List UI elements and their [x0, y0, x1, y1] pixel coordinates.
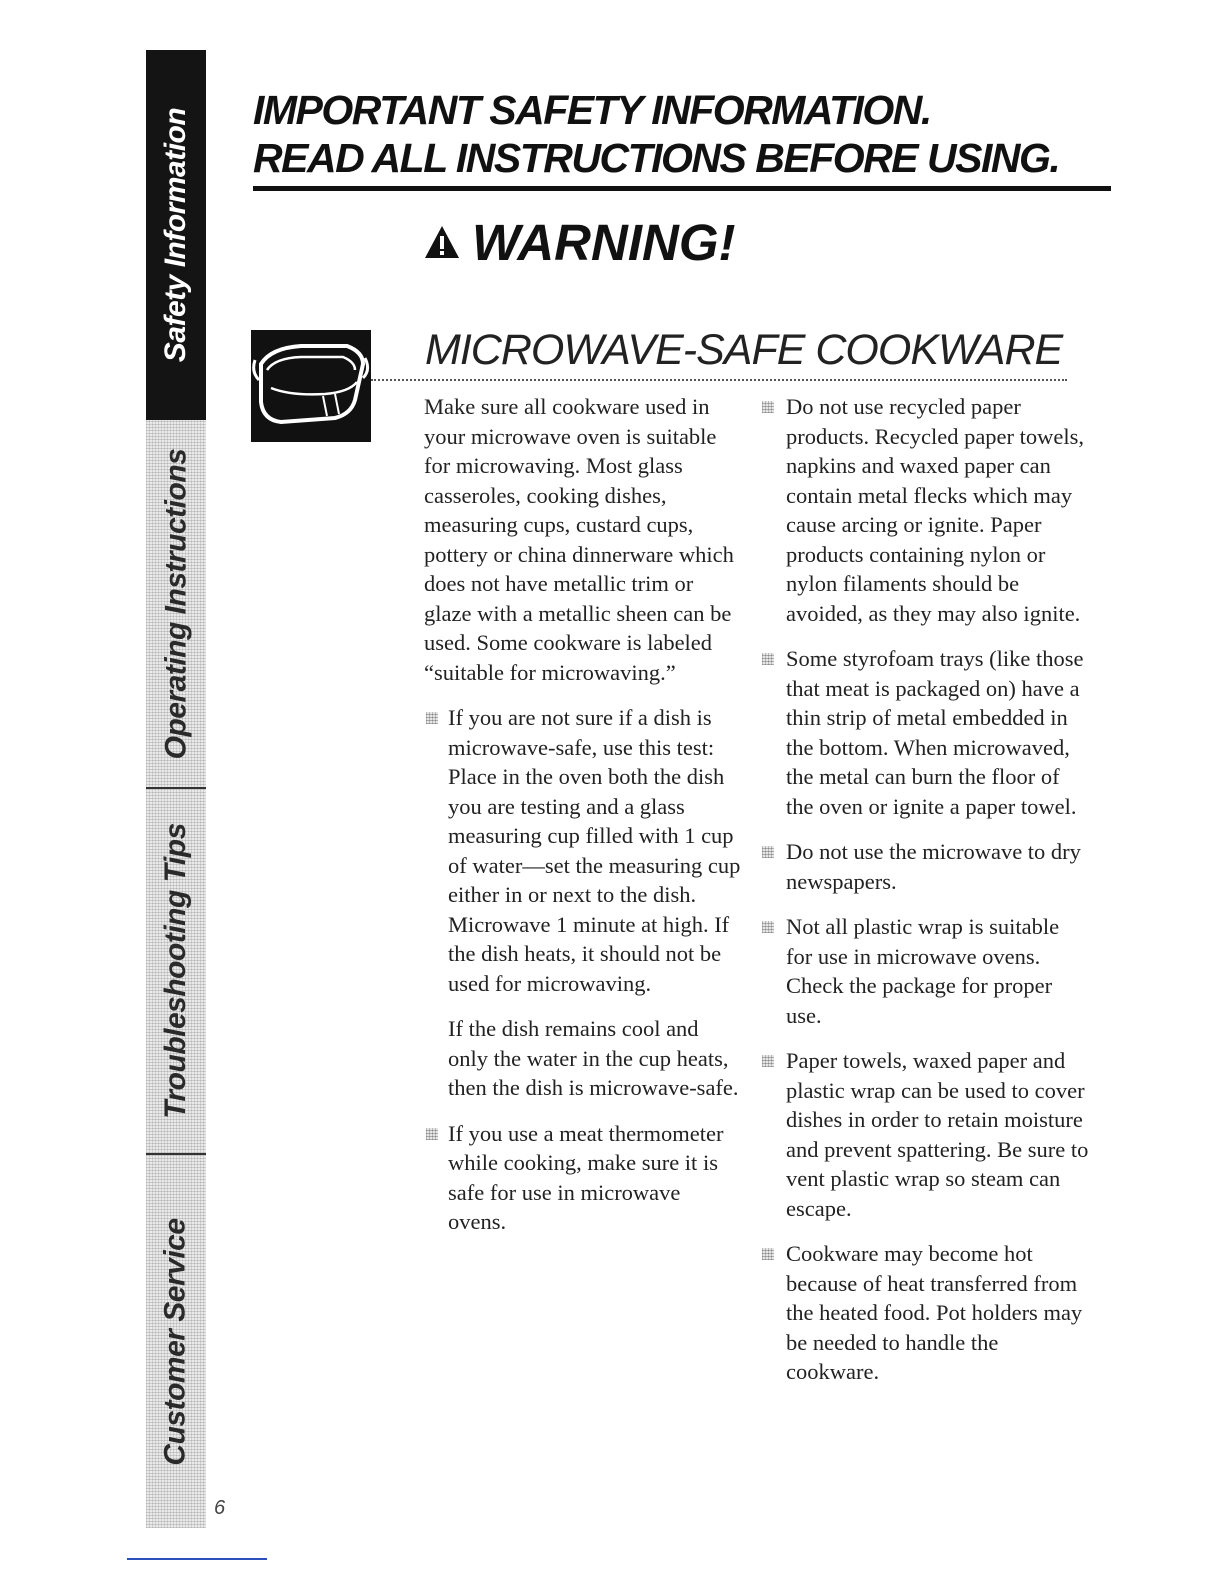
bullet-square-icon: [426, 1128, 438, 1140]
list-item: [760, 912, 1090, 1030]
bullet-square-icon: [762, 1055, 774, 1067]
bullet-square-icon: [762, 921, 774, 933]
bullet-square-icon: [426, 712, 438, 724]
page-number: 6: [214, 1497, 226, 1519]
list-item-text: If you use a meat thermometer while cooking, make sure it is safe for use in microwave ovens.: [448, 1120, 724, 1234]
tab-label: Safety Information: [159, 107, 192, 363]
list-item: [760, 392, 1090, 628]
left-column: [424, 392, 742, 1253]
list-item-text: Not all plastic wrap is suitable for use in microwave ovens. Check the package for proper use.: [786, 914, 1060, 1028]
tab-operating-instructions[interactable]: [146, 420, 206, 788]
list-item: [760, 644, 1090, 821]
bullet-square-icon: [762, 653, 774, 665]
tab-label: Customer Service: [159, 1217, 192, 1466]
bullet-square-icon: [762, 846, 774, 858]
intro-paragraph: Make sure all cookware used in your microwave oven is suitable for microwaving. Most glass casseroles, cooking dishes, measuring cups, custard cups, pottery or china dinnerware which does not have metallic trim or glaze with a metallic sheen can be used. Some cookware is labeled “suitable for microwaving.”: [424, 394, 734, 685]
list-item-text: Some styrofoam trays (like those that meat is packaged on) have a thin strip of metal embedded in the bottom. When microwaved, the metal can burn the floor of the oven or ignite a paper towel.: [786, 646, 1084, 819]
warning-heading: [424, 212, 735, 272]
list-item-text: If you are not sure if a dish is microwave-safe, use this test: Place in the oven both the dish you are testing and a glass measuring cup filled with 1 cup of water—set the measuring cup either in or next to the dish. Microwave 1 minute at high. If the dish heats, it should not be used for microwaving.: [448, 705, 741, 996]
tab-troubleshooting-tips[interactable]: [146, 789, 206, 1153]
page-header: [253, 86, 1113, 182]
link-underline[interactable]: [127, 1558, 267, 1560]
list-item-text: Paper towels, waxed paper and plastic wrap can be used to cover dishes in order to retain moisture and prevent spattering. Be sure to vent plastic wrap so steam can escape.: [786, 1048, 1089, 1221]
list-item: [760, 1046, 1090, 1223]
list-item-text: Do not use recycled paper products. Recycled paper towels, napkins and waxed paper can contain metal flecks which may cause arcing or ignite. Paper products containing nylon or nylon filaments should be avoided, as they may also ignite.: [786, 394, 1085, 626]
casserole-dish-icon: [251, 330, 371, 442]
list-item: [424, 1119, 742, 1237]
right-column: [760, 392, 1090, 1403]
header-line-1: IMPORTANT SAFETY INFORMATION.: [253, 87, 931, 133]
section-divider: [371, 379, 1067, 381]
tab-safety-information[interactable]: [146, 50, 206, 420]
list-item-text: Cookware may become hot because of heat transferred from the heated food. Pot holders may be needed to handle the cookware.: [786, 1241, 1083, 1384]
header-line-2: READ ALL INSTRUCTIONS BEFORE USING.: [253, 135, 1060, 181]
list-item: [760, 1239, 1090, 1387]
section-title: MICROWAVE-SAFE COOKWARE: [425, 326, 1063, 374]
continuation-paragraph: If the dish remains cool and only the water in the cup heats, then the dish is microwave-safe.: [448, 1016, 739, 1100]
warning-triangle-icon: [424, 225, 460, 259]
bullet-square-icon: [762, 401, 774, 413]
list-item-text: Do not use the microwave to dry newspapers.: [786, 839, 1081, 894]
tab-label: Troubleshooting Tips: [159, 823, 192, 1119]
tab-label: Operating Instructions: [159, 448, 193, 760]
warning-text: WARNING!: [472, 213, 736, 271]
list-item: [424, 703, 742, 998]
list-item: [760, 837, 1090, 896]
tab-customer-service[interactable]: [146, 1155, 206, 1528]
bullet-square-icon: [762, 1248, 774, 1260]
section-tab-bar: [146, 50, 206, 1528]
header-rule: [253, 186, 1111, 191]
